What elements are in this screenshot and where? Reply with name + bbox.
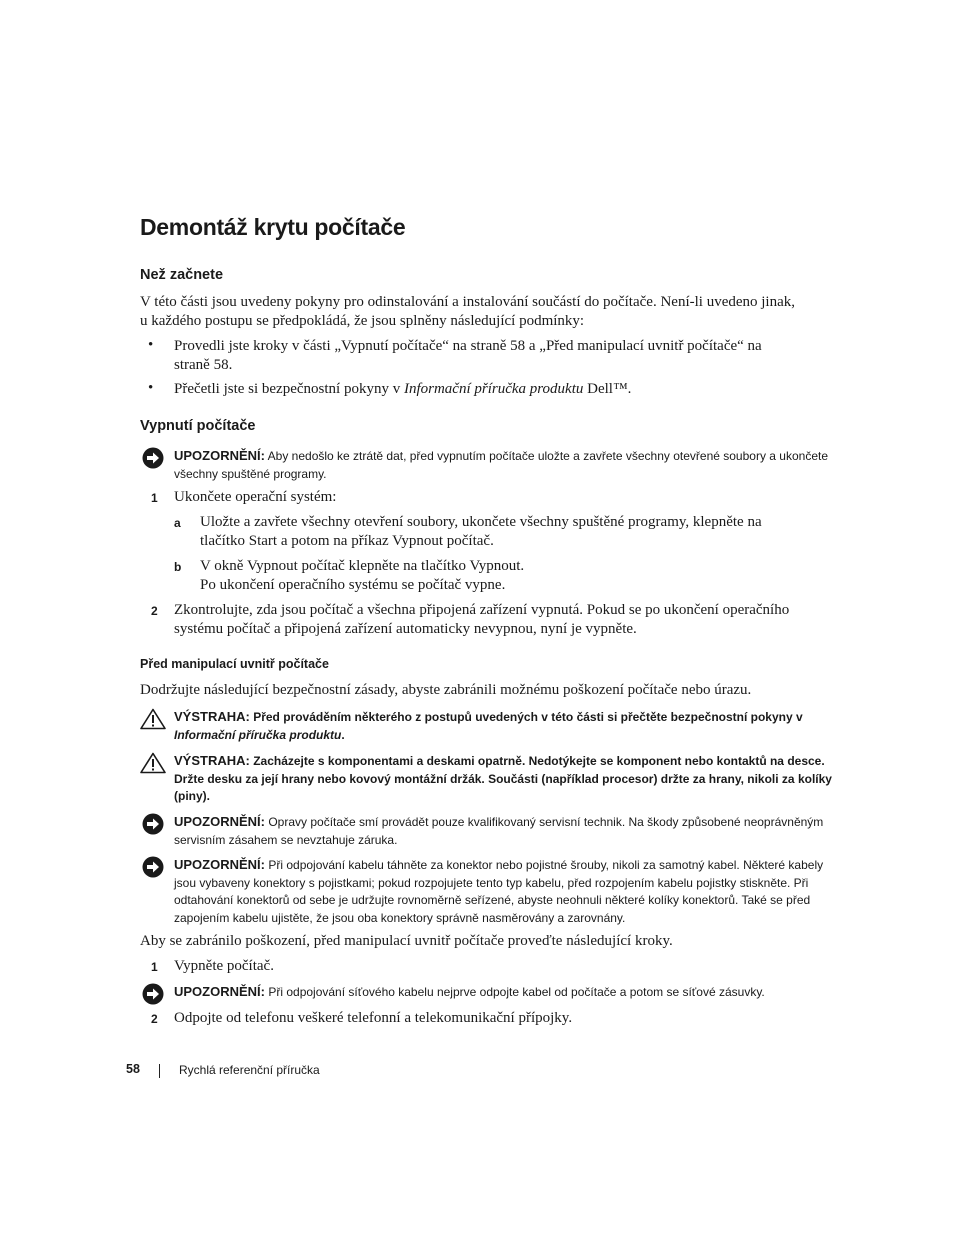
notice-text: Aby nedošlo ke ztrátě dat, před vypnutím počítače uložte a zavřete všechny otevřené soubory a ukončete [267,449,828,463]
text-line: Aby se zabránilo poškození, před manipulací uvnitř počítače proveďte následující kroky. [140,933,673,949]
step-text [174,488,814,507]
text-run: Dell™. [583,381,632,397]
notice-keyword: UPOZORNĚNÍ: [174,448,265,463]
warning-text: Zacházejte s komponentami a deskami opatrně. Nedotýkejte se komponent nebo kontaktů na desce. [253,754,825,768]
substep-letter: b [174,560,182,574]
text-line: Po ukončení operačního systému se počítač vypne. [200,577,506,593]
footer-document-title: Rychlá referenční příručka [179,1063,320,1077]
notice-arrow-icon [142,447,164,469]
section-heading-shutdown: Vypnutí počítače [140,418,256,434]
text-line: Uložte a zavřete všechny otevření soubory, ukončete všechny spuštěné programy, klepněte na [200,514,762,530]
text-line: Provedli jste kroky v části „Vypnutí počítače“ na straně 58 a „Před manipulací uvnitř počítače“ na [174,338,762,354]
step-number: 2 [151,604,158,618]
notice-keyword: UPOZORNĚNÍ: [174,814,265,829]
notice-text: Při odpojování síťového kabelu nejprve odpojte kabel od počítače a potom se síťové zásuvky. [268,985,765,999]
intro-paragraph [140,681,815,700]
substep-text [200,557,815,595]
book-title: Informační příručka produktu [174,727,342,742]
text-line: Vypněte počítač. [174,958,274,974]
bullet-marker: • [148,337,154,353]
page-title: Demontáž krytu počítače [140,214,406,240]
substep-text [200,513,815,551]
text-line: Zkontrolujte, zda jsou počítač a všechna připojená zařízení vypnutá. Pokud se po ukončení operačního [174,602,790,618]
warning-triangle-icon [140,752,166,774]
text-line: V této části jsou uvedeny pokyny pro odinstalování a instalování součástí do počítače. Není-li uvedeno jinak, [140,294,795,310]
warning-text: . [341,727,345,742]
bullet-marker: • [148,380,154,396]
text-line: straně 58. [174,357,233,373]
step-number: 1 [151,960,158,974]
warning-text: Držte desku za její hrany nebo kovový montážní držák. Součásti (například procesor) držte za hrany, nikoli za kolíky [174,771,832,786]
step-text [174,957,814,976]
notice-text: Opravy počítače smí provádět pouze kvalifikovaný servisní technik. Na škody způsobené neoprávněným [268,815,824,829]
page-number: 58 [126,1062,140,1076]
notice-text: Při odpojování kabelu táhněte za konektor nebo pojistné šrouby, nikoli za samotný kabel. Některé kabely [268,858,824,872]
text-line: V okně Vypnout počítač klepněte na tlačítko Vypnout. [200,558,525,574]
text-line: tlačítko Start a potom na příkaz Vypnout počítač. [200,533,494,549]
step-number: 1 [151,491,158,505]
notice-keyword: UPOZORNĚNÍ: [174,984,265,999]
text-line: Ukončete operační systém: [174,489,337,505]
substep-letter: a [174,516,181,530]
notice-text: jsou vybaveny konektory s pojistkami; pokud rozpojujete tento typ kabelu, před rozpojením kabelu pojistky stiskněte. Při [174,875,809,890]
warning-text: Před prováděním některého z postupů uvedených v této části si přečtěte bezpečnostní pokyny v [253,710,803,724]
notice-text: všechny spuštěné programy. [174,466,327,481]
book-title: Informační příručka produktu [403,381,584,397]
notice-text: zapojením kabelu ujistěte, že jsou oba konektory správně nasměrovány a zarovnány. [174,910,626,925]
bullet-item [174,337,814,375]
text-line: Dodržujte následující bezpečnostní zásady, abyste zabránili možnému poškození počítače nebo úrazu. [140,682,752,698]
step-text [174,601,814,639]
notice-arrow-icon [142,813,164,835]
notice-text: servisním zásahem se nevztahuje záruka. [174,832,398,847]
warning-triangle-icon [140,708,166,730]
section-heading-before-you-begin: Než začnete [140,267,224,283]
text-line: systému počítač a připojená zařízení automaticky nevypnou, nyní je vypněte. [174,621,637,637]
notice-keyword: UPOZORNĚNÍ: [174,857,265,872]
notice-arrow-icon [142,856,164,878]
footer-separator [159,1064,160,1078]
text-line: u každého postupu se předpokládá, že jsou splněny následující podmínky: [140,313,585,329]
intro-paragraph [140,293,815,331]
warning-keyword: VÝSTRAHA: [174,709,250,724]
text-line: Odpojte od telefonu veškeré telefonní a telekomunikační přípojky. [174,1010,573,1026]
notice-text: odtahování konektorů od sebe je udržujte rovnoměrně seřízené, abyste neohnuli některé kolíky konektorů. Také se před [174,893,811,907]
step-text [174,1009,814,1028]
warning-keyword: VÝSTRAHA: [174,753,250,768]
bullet-item [174,380,814,399]
step-number: 2 [151,1012,158,1026]
text-run: Přečetli jste si bezpečnostní pokyny v [174,381,404,397]
notice-arrow-icon [142,983,164,1005]
warning-text: (piny). [174,789,210,803]
outro-paragraph [140,932,815,951]
section-heading-before-working-inside: Před manipulací uvnitř počítače [140,657,329,671]
